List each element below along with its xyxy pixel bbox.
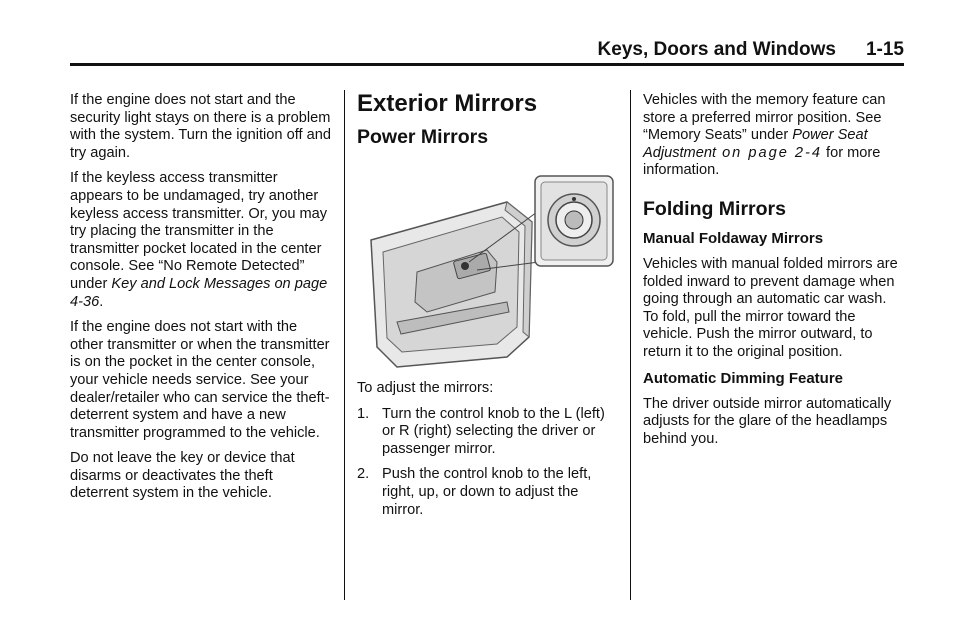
subsection-heading: Power Mirrors [357,126,489,148]
paragraph: If the engine does not start and the security light stays on there is a problem with the system. Turn the ignition off and try again. [70,92,331,161]
step-text: Turn the control knob to the L (left) or R (right) selecting the driver or passenger mirror. [382,405,605,457]
section-title: Keys, Doors and Windows [597,39,836,60]
cross-reference-page: on page 2-4 [716,144,822,161]
paragraph: Do not leave the key or device that disarms or deactivates the theft deterrent system in the vehicle. [70,450,295,502]
cross-reference: Power Seat Adjustment [643,127,868,161]
paragraph: Vehicles with manual folded mirrors are folded inward to prevent damage when going through an automatic car wash. To fold, pull the mirror toward the vehicle. Push the mirror outward, to return it to the original position. [643,255,898,360]
list-item [357,406,619,459]
list-item [357,466,619,519]
column-divider-2 [630,90,631,600]
text: . [99,293,104,310]
step-number: 1. [357,405,370,422]
paragraph: The driver outside mirror automatically adjusts for the glare of the headlamps behind you. [643,395,892,447]
text: Vehicles with the memory feature can store a preferred mirror position. See “Memory Seats” under [643,92,886,144]
subsection-heading: Folding Mirrors [643,197,786,220]
instruction-list [357,406,619,520]
column-divider-1 [344,90,345,600]
page-header [70,38,904,62]
minor-heading: Manual Foldaway Mirrors [643,229,824,247]
paragraph: To adjust the mirrors: [357,380,494,396]
header-rule [70,63,904,66]
text: for more information. [643,144,881,179]
paragraph: If the engine does not start with the other transmitter or when the transmitter is on the pocket in the center console, your vehicle needs service. See your dealer/retailer who can service the theft-deterrent system and have a new transmitter programmed to the vehicle. [70,319,330,441]
column-left [70,92,332,511]
column-middle [357,92,619,527]
minor-heading: Automatic Dimming Feature [643,369,844,387]
page-number: 1-15 [865,39,904,60]
paragraph [643,92,905,180]
column-right [643,92,905,456]
step-number: 2. [357,466,370,483]
cross-reference: Key and Lock Messages on page 4-36 [70,275,328,310]
section-heading: Exterior Mirrors [357,90,538,117]
door-mirror-control-illustration [357,162,619,372]
paragraph [70,170,332,311]
step-text: Push the control knob to the left, right, up, or down to adjust the mirror. [382,466,592,518]
text: If the keyless access transmitter appears to be undamaged, try another keyless access transmitter. Or, you may try placing the transmitter in the transmitter pocket located in the center console. See “No Remote Detected” under [70,170,328,292]
